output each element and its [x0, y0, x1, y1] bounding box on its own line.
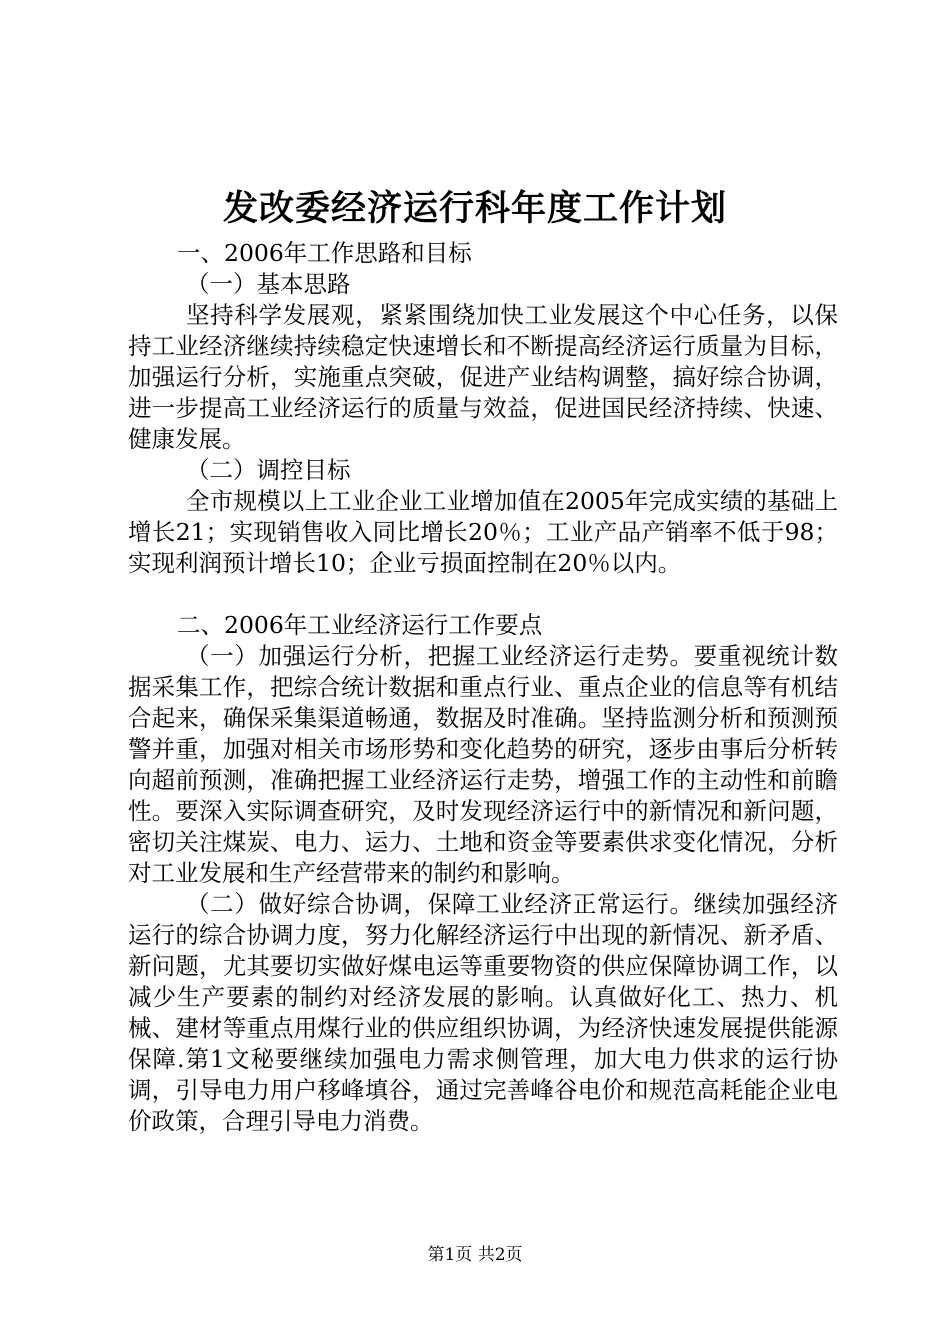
section-2-heading: 二、2006年工业经济运行工作要点 [177, 611, 543, 639]
section-2-item-1-paragraph: （一）加强运行分析，把握工业经济运行走势。要重视统计数据采集工作，把综合统计数据和重点行业、重点企业的信息等有机结合起来，确保采集渠道畅通，数据及时准确。坚持监测分析和预测预警并重，加强对相关市场形势和变化趋势的研究，逐步由事后分析转向超前预测，准确把握工业经济运行走势，增强工作的主动性和前瞻性。要深入实际调查研究，及时发现经济运行中的新情况和新问题，密切关注煤炭、电力、运力、土地和资金等要素供求变化情况，分析对工业发展和生产经营带来的制约和影响。 [128, 642, 838, 887]
section-1-sub-2-paragraph: 全市规模以上工业企业工业增加值在2005年完成实绩的基础上增长21；实现销售收入同比增长20％；工业产品产销率不低于98；实现利润预计增长10；企业亏损面控制在20％以内。 [128, 487, 838, 577]
section-1-heading: 一、2006年工作思路和目标 [177, 239, 472, 267]
section-2-item-2-paragraph: （二）做好综合协调，保障工业经济正常运行。继续加强经济运行的综合协调力度，努力化解经济运行中出现的新情况、新矛盾、新问题，尤其要切实做好煤电运等重要物资的供应保障协调工作，以减少生产要素的制约对经济发展的影响。认真做好化工、热力、机械、建材等重点用煤行业的供应组织协调，为经济快速发展提供能源保障.第1文秘要继续加强电力需求侧管理，加大电力供求的运行协调，引导电力用户移峰填谷，通过完善峰谷电价和规范高耗能企业电价政策，合理引导电力消费。 [128, 890, 838, 1135]
paragraph-spacer [128, 579, 838, 610]
section-1-sub-1-heading: （一）基本思路 [186, 270, 351, 298]
document-body [128, 238, 838, 1137]
section-1-sub-2-heading: （二）调控目标 [186, 456, 351, 484]
document-title: 发改委经济运行科年度工作计划 [222, 188, 727, 229]
page-footer: 第1页 共2页 [427, 1245, 523, 1265]
section-1-sub-1-paragraph: 坚持科学发展观，紧紧围绕加快工业发展这个中心任务，以保持工业经济继续持续稳定快速增长和不断提高经济运行质量为目标，加强运行分析，实施重点突破，促进产业结构调整，搞好综合协调，进一步提高工业经济运行的质量与效益，促进国民经济持续、快速、健康发展。 [128, 301, 838, 453]
